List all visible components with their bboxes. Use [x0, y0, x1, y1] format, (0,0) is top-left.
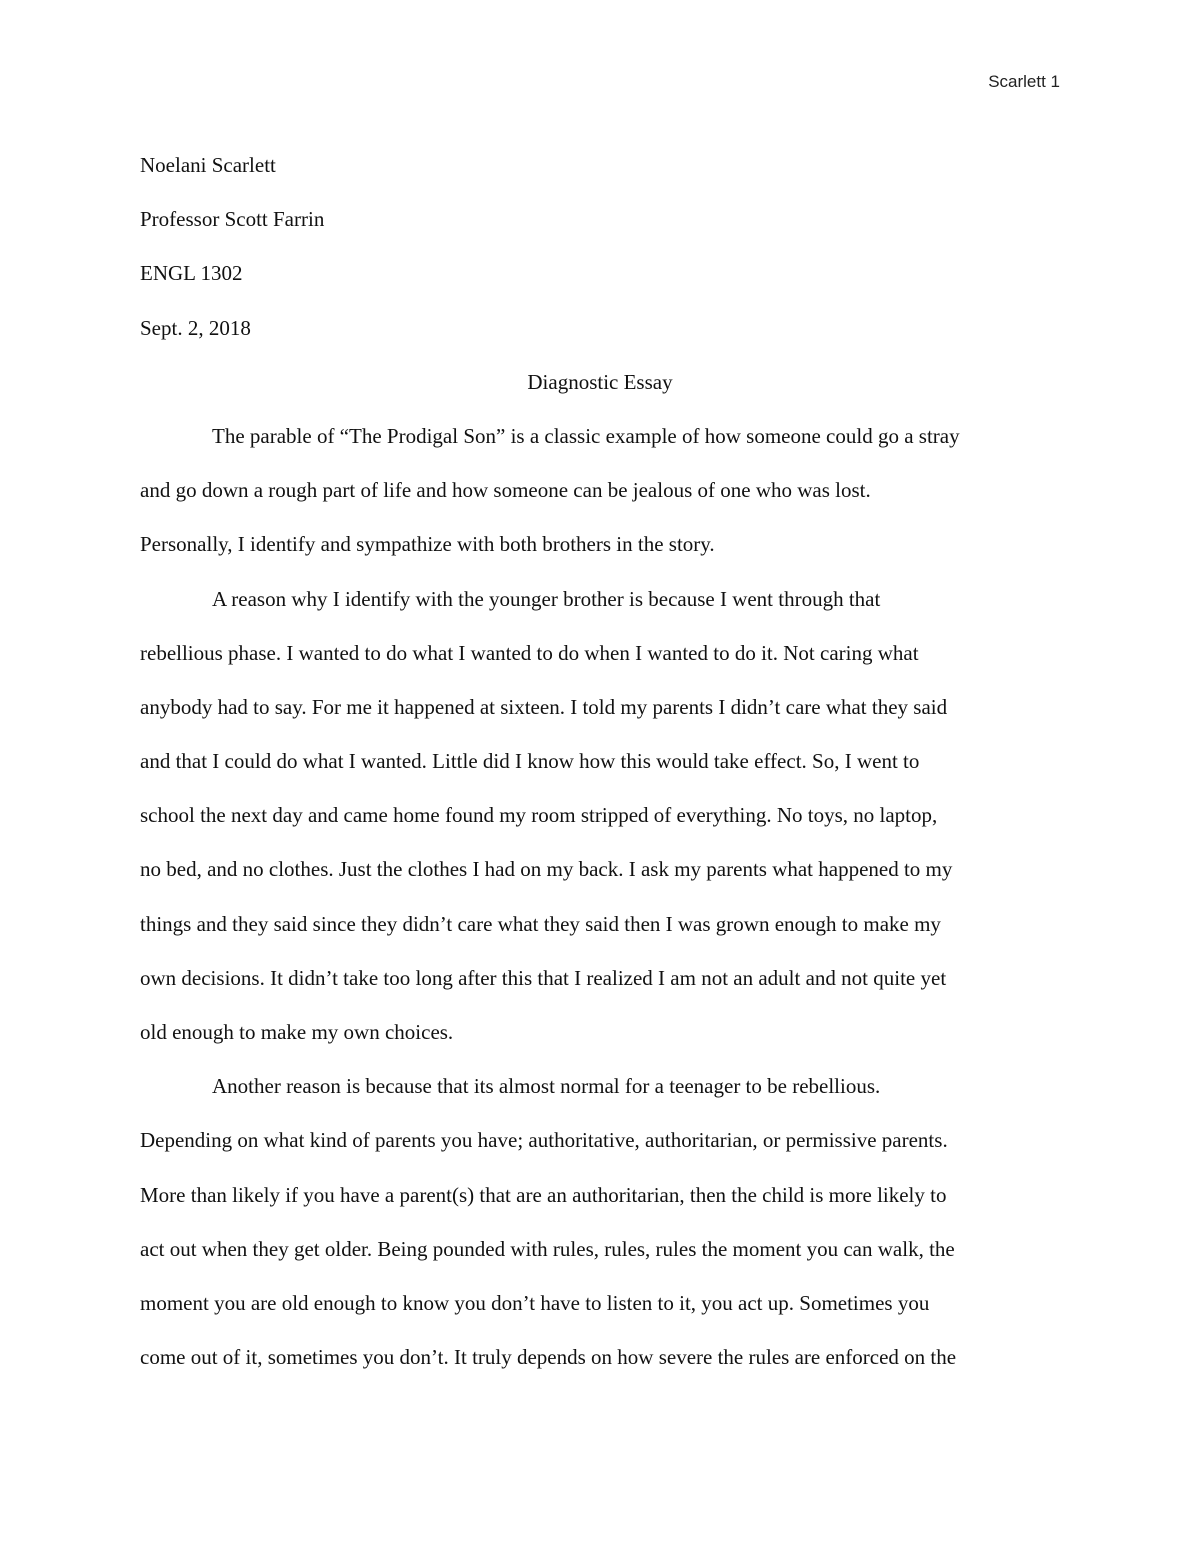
- paragraph-1-line-2: and go down a rough part of life and how someone can be jealous of one who was lost.: [140, 478, 871, 503]
- paragraph-3-line-5: moment you are old enough to know you don’t have to listen to it, you act up. Sometimes you: [140, 1290, 930, 1315]
- paragraph-2-line-3: anybody had to say. For me it happened at sixteen. I told my parents I didn’t care what they said: [140, 694, 948, 719]
- running-head: Scarlett 1: [988, 72, 1060, 91]
- paragraph-2-line-8: own decisions. It didn’t take too long after this that I realized I am not an adult and not quite yet: [140, 965, 947, 990]
- paragraph-1-line-3: Personally, I identify and sympathize with both brothers in the story.: [140, 532, 715, 557]
- paragraph-1-line-1: The parable of “The Prodigal Son” is a classic example of how someone could go a stray: [212, 423, 960, 448]
- paragraph-3-line-1: Another reason is because that its almost normal for a teenager to be rebellious.: [212, 1074, 881, 1099]
- course-name: ENGL 1302: [140, 261, 243, 286]
- essay-title: Diagnostic Essay: [527, 369, 673, 394]
- paragraph-3-line-4: act out when they get older. Being pounded with rules, rules, rules the moment you can walk, the: [140, 1236, 955, 1261]
- paragraph-2-line-1: A reason why I identify with the younger brother is because I went through that: [212, 586, 881, 611]
- paragraph-3-line-6: come out of it, sometimes you don’t. It truly depends on how severe the rules are enforced on the: [140, 1345, 957, 1370]
- paragraph-2-line-4: and that I could do what I wanted. Little did I know how this would take effect. So, I went to: [140, 749, 920, 774]
- essay-body: [140, 138, 1060, 1384]
- paragraph-2-line-7: things and they said since they didn’t care what they said then I was grown enough to make my: [140, 911, 941, 936]
- professor-name: Professor Scott Farrin: [140, 207, 325, 232]
- paragraph-3-line-3: More than likely if you have a parent(s) that are an authoritarian, then the child is more likely to: [140, 1182, 947, 1207]
- paragraph-2-line-5: school the next day and came home found my room stripped of everything. No toys, no laptop,: [140, 803, 938, 828]
- paragraph-2-line-6: no bed, and no clothes. Just the clothes I had on my back. I ask my parents what happened to my: [140, 857, 953, 882]
- paragraph-2-line-9: old enough to make my own choices.: [140, 1020, 454, 1044]
- student-name: Noelani Scarlett: [140, 153, 276, 177]
- paragraph-3-line-2: Depending on what kind of parents you have; authoritative, authoritarian, or permissive parents.: [140, 1128, 948, 1153]
- paragraph-2-line-2: rebellious phase. I wanted to do what I wanted to do when I wanted to do it. Not caring what: [140, 640, 919, 665]
- essay-date: Sept. 2, 2018: [140, 315, 251, 340]
